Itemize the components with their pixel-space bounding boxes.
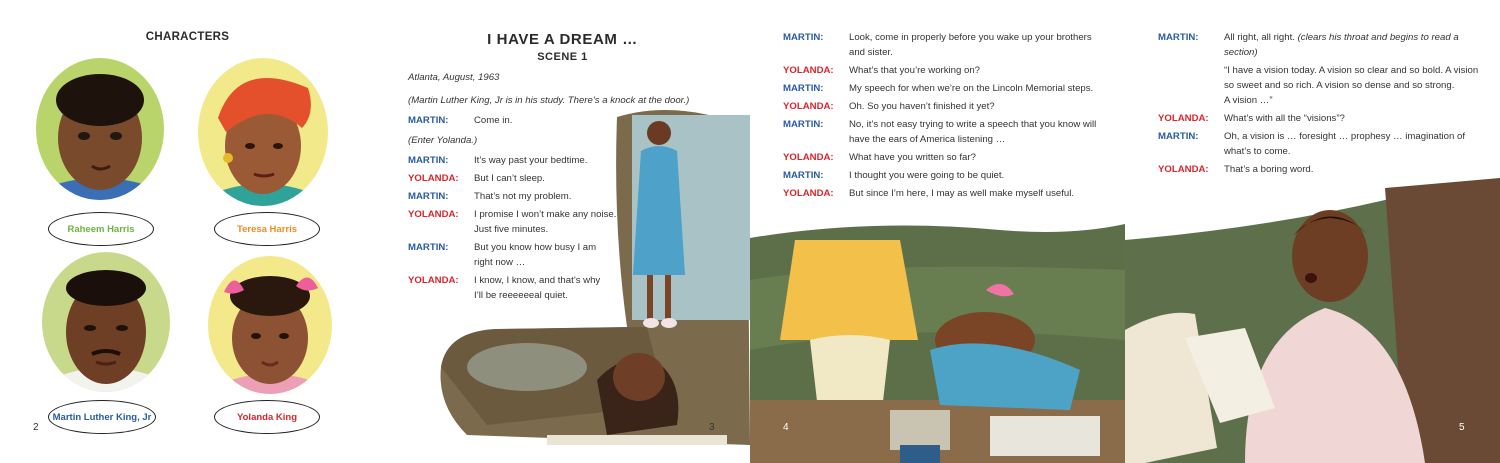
speaker-yolanda: YOLANDA:: [408, 275, 459, 286]
speaker-martin: MARTIN:: [783, 170, 824, 181]
stage-direction-study: (Martin Luther King, Jr is in his study. There’s a knock at the door.): [408, 95, 690, 106]
dialogue-line: Oh, a vision is … foresight … prophesy … imagination of: [1224, 131, 1466, 142]
dialogue-line: My speech for when we’re on the Lincoln Memorial steps.: [849, 83, 1094, 94]
stage-direction-enter: (Enter Yolanda.): [408, 135, 478, 146]
speaker-martin: MARTIN:: [783, 83, 824, 94]
setting-line: Atlanta, August, 1963: [408, 72, 500, 83]
teresa-name: Teresa Harris: [236, 223, 298, 235]
scene-subtitle: SCENE 1: [537, 51, 588, 63]
teresa-portrait: [198, 58, 328, 206]
speaker-yolanda: YOLANDA:: [408, 173, 459, 184]
speaker-martin: MARTIN:: [783, 119, 824, 130]
dialogue-line: what’s to come.: [1224, 146, 1291, 157]
stage-direction: (clears his throat and begins to read a: [1297, 32, 1459, 43]
speaker-yolanda: YOLANDA:: [783, 152, 834, 163]
scene-title: I HAVE A DREAM …: [487, 31, 638, 48]
page-number-5: 5: [1459, 422, 1465, 433]
dialogue-line: It’s way past your bedtime.: [474, 155, 588, 166]
speech-quote-line: so sweet and so rich. A vision so dense and so strong.: [1224, 80, 1455, 91]
page-5: [1125, 0, 1500, 463]
dialogue-line: That’s a boring word.: [1224, 164, 1314, 175]
dialogue-line: But you know how busy I am: [474, 242, 597, 253]
dialogue-line: Come in.: [474, 115, 513, 126]
dialogue-text: All right, all right.: [1224, 32, 1295, 43]
teresa-name-label: [214, 212, 320, 246]
characters-heading: CHARACTERS: [145, 31, 230, 43]
dialogue-line: have the ears of America listening …: [849, 134, 1006, 145]
yolanda-name-label: [214, 400, 320, 434]
dialogue-line: But I can’t sleep.: [474, 173, 545, 184]
martin-portrait: [42, 252, 170, 392]
raheem-name-label: [48, 212, 154, 246]
speaker-yolanda: YOLANDA:: [1158, 113, 1209, 124]
page-number-4: 4: [783, 422, 789, 433]
yolanda-name: Yolanda King: [237, 411, 297, 423]
dialogue-line: Just five minutes.: [474, 224, 549, 235]
dialogue-line: right now …: [474, 257, 526, 268]
stage-direction: section): [1224, 47, 1258, 58]
martin-name-label: [48, 400, 156, 434]
page-number-2: 2: [33, 422, 39, 433]
dialogue-line: No, it’s not easy trying to write a speech that you know will: [849, 119, 1097, 130]
study-illustration-right: [1125, 178, 1500, 463]
dialogue-line: Oh. So you haven’t finished it yet?: [849, 101, 995, 112]
raheem-name: Raheem Harris: [67, 223, 135, 235]
dialogue-line: What’s that you’re working on?: [849, 65, 981, 76]
page-4: [750, 0, 1125, 463]
page-number-3: 3: [709, 422, 715, 433]
speaker-yolanda: YOLANDA:: [783, 65, 834, 76]
dialogue-line: That’s not my problem.: [474, 191, 572, 202]
page-scene-1: [375, 0, 750, 463]
yolanda-portrait: [208, 256, 332, 394]
dialogue-line: I thought you were going to be quiet.: [849, 170, 1005, 181]
dialogue-line: What have you written so far?: [849, 152, 976, 163]
speaker-martin: MARTIN:: [408, 191, 449, 202]
martin-name: Martin Luther King, Jr: [52, 411, 152, 423]
page-characters: [0, 0, 375, 463]
speaker-martin: MARTIN:: [408, 115, 449, 126]
speech-quote-line: “I have a vision today. A vision so clear and so bold. A vision: [1224, 65, 1479, 76]
dialogue-line: What’s with all the “visions”?: [1224, 113, 1345, 124]
speaker-martin: MARTIN:: [408, 242, 449, 253]
speaker-yolanda: YOLANDA:: [783, 188, 834, 199]
dialogue-line: But since I’m here, I may as well make myself useful.: [849, 188, 1074, 199]
speaker-martin: MARTIN:: [1158, 32, 1199, 43]
speaker-yolanda: YOLANDA:: [1158, 164, 1209, 175]
speaker-martin: MARTIN:: [783, 32, 824, 43]
dialogue-line: I’ll be reeeeeeal quiet.: [474, 290, 568, 301]
study-illustration-left: [750, 220, 1125, 463]
speaker-martin: MARTIN:: [1158, 131, 1199, 142]
dialogue-line: and sister.: [849, 47, 893, 58]
dialogue-line: I promise I won’t make any noise.: [474, 209, 617, 220]
speaker-martin: MARTIN:: [408, 155, 449, 166]
raheem-portrait: [36, 58, 164, 200]
speech-quote-line: A vision …”: [1224, 95, 1273, 106]
speaker-yolanda: YOLANDA:: [783, 101, 834, 112]
speaker-yolanda: YOLANDA:: [408, 209, 459, 220]
dialogue-line: I know, I know, and that’s why: [474, 275, 601, 286]
dialogue-line: [1224, 29, 1459, 46]
dialogue-line: Look, come in properly before you wake up your brothers: [849, 32, 1092, 43]
